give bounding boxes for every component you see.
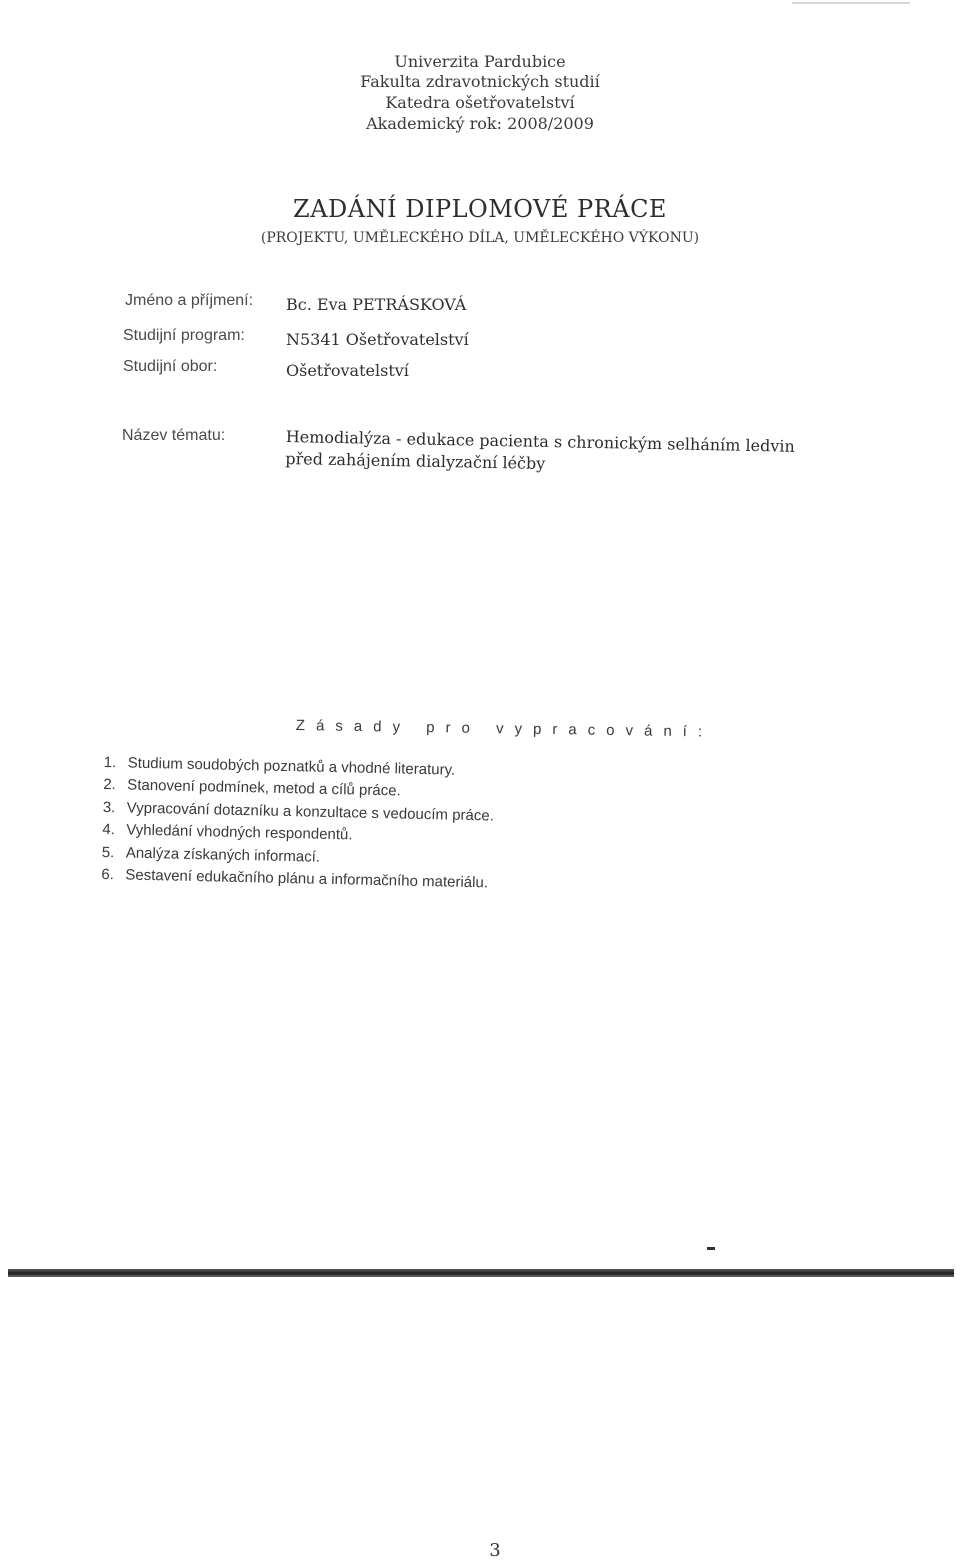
list-item: 1. Studium soudobých poznatků a vhodné literatury. (103, 753, 456, 779)
list-item: 5. Analýza získaných informací. (101, 843, 321, 866)
name-label: Jméno a příjmení: (125, 292, 254, 309)
academic-year: Akademický rok: 2008/2009 (366, 114, 594, 133)
university-name: Univerzita Pardubice (394, 52, 566, 71)
program-value: N5341 Ošetřovatelství (286, 330, 469, 349)
name-value: Bc. Eva PETRÁSKOVÁ (286, 295, 467, 314)
faculty-name: Fakulta zdravotnických studií (360, 72, 600, 91)
principles-heading: Zásady pro vypracování: (295, 717, 714, 741)
program-label: Studijní program: (123, 327, 245, 344)
principles-list (101, 752, 495, 895)
list-item: 2. Stanovení podmínek, metod a cílů práce. (103, 776, 401, 800)
document-title: ZADÁNÍ DIPLOMOVÉ PRÁCE (293, 195, 667, 223)
scan-artifact-smudge (707, 1247, 715, 1250)
topic-label: Název tématu: (122, 427, 226, 444)
field-of-study-label: Studijní obor: (123, 358, 218, 375)
scan-artifact-top-line (792, 2, 910, 4)
scan-artifact-bar (8, 1269, 954, 1277)
topic-value: Hemodialýza - edukace pacienta s chronickým selháním ledvin před zahájením dialyzační léčby (285, 426, 795, 473)
department-name: Katedra ošetřovatelství (385, 93, 575, 112)
document-subtitle: (PROJEKTU, UMĚLECKÉHO DÍLA, UMĚLECKÉHO VÝKONU) (260, 230, 700, 246)
list-item: 6. Sestavení edukačního plánu a informačního materiálu. (101, 865, 489, 892)
page-number: 3 (489, 1540, 501, 1561)
field-of-study-value: Ošetřovatelství (286, 361, 409, 380)
list-item: 3. Vypracování dotazníku a konzultace s vedoucím práce. (102, 798, 495, 825)
list-item: 4. Vyhledání vhodných respondentů. (102, 821, 353, 844)
